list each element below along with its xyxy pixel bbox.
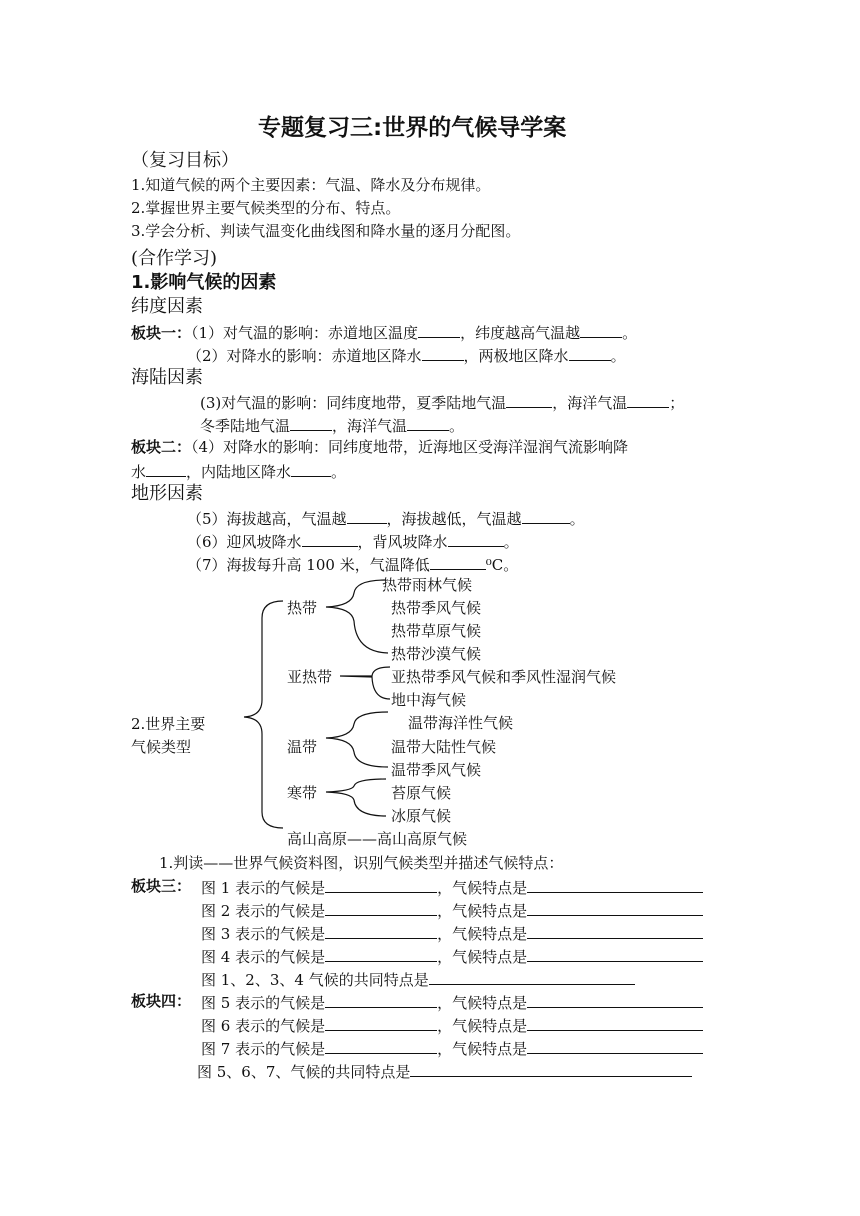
blank-fig4-feature[interactable] xyxy=(527,946,703,962)
block4-label: 板块四： xyxy=(131,992,192,1010)
terrain-heading: 地形因素 xyxy=(131,483,203,504)
coop-heading: (合作学习) xyxy=(131,248,218,269)
tree-temperate-item: 温带大陆性气候 xyxy=(391,738,497,756)
blank-fig1-feature[interactable] xyxy=(527,877,703,893)
fig6-row: 图 6 表示的气候是 ，气候特点是 xyxy=(201,1015,703,1035)
q1-line: 板块一：（1）对气温的影响：赤道地区温度 ，纬度越高气温越 。 xyxy=(131,324,638,342)
fig1-row: 图 1 表示的气候是 ，气候特点是 xyxy=(201,877,703,897)
tree-root-line2: 气候类型 xyxy=(131,738,192,756)
review-heading: （复习目标） xyxy=(131,150,239,171)
blank-fig4-climate[interactable] xyxy=(325,946,437,962)
fig5-row: 图 5 表示的气候是 ，气候特点是 xyxy=(201,992,703,1012)
sealand-heading: 海陆因素 xyxy=(131,367,203,388)
q2-line: （2）对降水的影响：赤道地区降水 ，两极地区降水 。 xyxy=(187,347,626,365)
blank-fig6-climate[interactable] xyxy=(325,1015,437,1031)
reading-intro: 1.判读——世界气候资料图，识别气候类型并描述气候特点： xyxy=(159,854,564,872)
tree-temperate-item: 温带季风气候 xyxy=(391,761,482,779)
blank-fig7-climate[interactable] xyxy=(325,1038,437,1054)
fig2-row: 图 2 表示的气候是 ，气候特点是 xyxy=(201,900,703,920)
blank-fig2-feature[interactable] xyxy=(527,900,703,916)
fig3-row: 图 3 表示的气候是 ，气候特点是 xyxy=(201,923,703,943)
fig7-row: 图 7 表示的气候是 ，气候特点是 xyxy=(201,1038,703,1058)
q3-line2: 冬季陆地气温 ，海洋气温 。 xyxy=(200,417,465,435)
blank-fig5-feature[interactable] xyxy=(527,992,703,1008)
tree-frigid: 寒带 xyxy=(287,784,318,802)
blank-fig5-climate[interactable] xyxy=(325,992,437,1008)
goal-3: 3.学会分析、判读气温变化曲线图和降水量的逐月分配图。 xyxy=(131,222,521,240)
tree-tropical-item: 热带草原气候 xyxy=(391,622,482,640)
blank-fig7-feature[interactable] xyxy=(527,1038,703,1054)
latitude-heading: 纬度因素 xyxy=(131,296,203,317)
q3-line1: (3)对气温的影响：同纬度地带，夏季陆地气温 ，海洋气温 ； xyxy=(200,394,685,412)
q4-line2: 水 ，内陆地区降水 。 xyxy=(131,463,347,481)
tree-temperate-item: 温带海洋性气候 xyxy=(408,714,514,732)
tree-highland: 高山高原——高山高原气候 xyxy=(287,830,468,848)
q5-line: （5）海拔越高，气温越 ，海拔越低，气温越 。 xyxy=(187,510,585,528)
tree-tropical-item: 热带雨林气候 xyxy=(382,576,473,594)
tree-tropical: 热带 xyxy=(287,599,318,617)
common14-row: 图 1、2、3、4 气候的共同特点是 xyxy=(201,969,635,989)
blank-fig2-climate[interactable] xyxy=(325,900,437,916)
q6-line: （6）迎风坡降水 ，背风坡降水 。 xyxy=(187,533,519,551)
block3-label: 板块三： xyxy=(131,877,192,895)
blank-common567[interactable] xyxy=(410,1061,692,1077)
tree-subtropical-item: 地中海气候 xyxy=(391,691,467,709)
tree-frigid-item: 冰原气候 xyxy=(391,807,452,825)
fig4-row: 图 4 表示的气候是 ，气候特点是 xyxy=(201,946,703,966)
blank-fig1-climate[interactable] xyxy=(325,877,437,893)
tree-temperate: 温带 xyxy=(287,738,318,756)
blank-fig6-feature[interactable] xyxy=(527,1015,703,1031)
tree-tropical-item: 热带沙漠气候 xyxy=(391,645,482,663)
tree-subtropical-item: 亚热带季风气候和季风性湿润气候 xyxy=(391,668,617,686)
block1-label: 板块一： xyxy=(131,324,192,342)
blank-fig3-climate[interactable] xyxy=(325,923,437,939)
page-title: 专题复习三:世界的气候导学案 xyxy=(258,115,567,141)
q4-line1: 板块二：（4）对降水的影响：同纬度地带，近海地区受海洋湿润气流影响降 xyxy=(131,438,629,456)
block2-label: 板块二： xyxy=(131,438,192,456)
tree-subtropical: 亚热带 xyxy=(287,668,333,686)
tree-root-line1: 2.世界主要 xyxy=(131,715,206,733)
common567-row: 图 5、6、7、气候的共同特点是 xyxy=(197,1061,692,1081)
tree-frigid-item: 苔原气候 xyxy=(391,784,452,802)
q7-line: （7）海拔每升高 100 米，气温降低 ⁰C。 xyxy=(187,556,519,574)
blank-common14[interactable] xyxy=(429,969,635,985)
blank-fig3-feature[interactable] xyxy=(527,923,703,939)
goal-1: 1.知道气候的两个主要因素：气温、降水及分布规律。 xyxy=(131,176,491,194)
goal-2: 2.掌握世界主要气候类型的分布、特点。 xyxy=(131,199,401,217)
section1-heading: 1.影响气候的因素 xyxy=(131,272,277,293)
tree-tropical-item: 热带季风气候 xyxy=(391,599,482,617)
